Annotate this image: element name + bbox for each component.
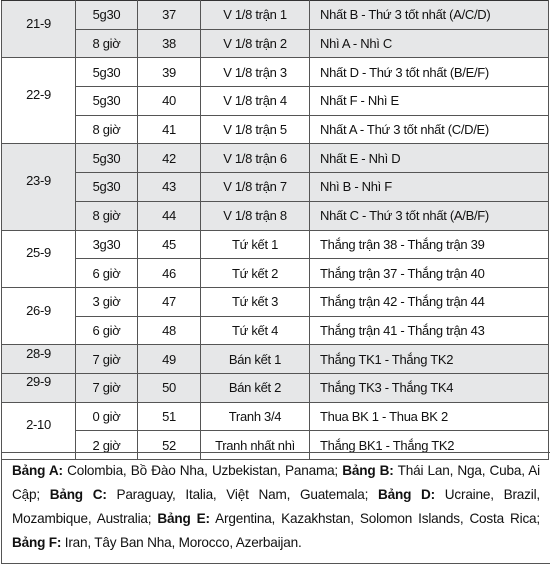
fixture-cell: Nhất C - Thứ 3 tốt nhất (A/B/F): [310, 201, 549, 230]
group-list-box: [1, 452, 550, 564]
group-d-teams: Ucraine, Brazil, Mozambique, Australia;: [12, 487, 540, 526]
round-cell: V 1/8 trận 4: [201, 87, 310, 116]
match-number-cell: 41: [138, 115, 201, 144]
table-row: [2, 345, 549, 374]
round-cell: Tứ kết 4: [201, 316, 310, 345]
match-number-cell: 42: [138, 144, 201, 173]
table-row: [2, 58, 549, 87]
table-row: [2, 201, 549, 230]
match-number-cell: 43: [138, 173, 201, 202]
time-cell: 8 giờ: [76, 29, 138, 58]
round-cell: V 1/8 trận 8: [201, 201, 310, 230]
round-cell: Tứ kết 2: [201, 259, 310, 288]
group-a-label: Bảng A:: [12, 463, 63, 478]
fixture-cell: Nhất F - Nhì E: [310, 87, 549, 116]
match-number-cell: 44: [138, 201, 201, 230]
time-cell: 3 giờ: [76, 287, 138, 316]
round-cell: Tứ kết 1: [201, 230, 310, 259]
time-cell: 8 giờ: [76, 201, 138, 230]
table-row: [2, 144, 549, 173]
fixture-cell: Nhất A - Thứ 3 tốt nhất (C/D/E): [310, 115, 549, 144]
fixture-cell: Nhì B - Nhì F: [310, 173, 549, 202]
round-cell: Bán kết 1: [201, 345, 310, 374]
table-row: [2, 402, 549, 431]
group-d-label: Bảng D:: [378, 487, 435, 502]
date-cell: 28-9: [2, 345, 76, 374]
schedule-table: [1, 0, 549, 460]
round-cell: V 1/8 trận 7: [201, 173, 310, 202]
match-number-cell: 46: [138, 259, 201, 288]
match-number-cell: 49: [138, 345, 201, 374]
table-row: [2, 259, 549, 288]
time-cell: 7 giờ: [76, 373, 138, 402]
round-cell: V 1/8 trận 6: [201, 144, 310, 173]
fixture-cell: Thắng BK1 - Thắng TK2: [310, 431, 549, 460]
fixture-cell: Nhất E - Nhì D: [310, 144, 549, 173]
table-row: [2, 373, 549, 402]
match-number-cell: 40: [138, 87, 201, 116]
fixture-cell: Thắng TK3 - Thắng TK4: [310, 373, 549, 402]
group-e-label: Bảng E:: [157, 511, 210, 526]
table-row: [2, 29, 549, 58]
round-cell: V 1/8 trận 3: [201, 58, 310, 87]
time-cell: 0 giờ: [76, 402, 138, 431]
round-cell: Tứ kết 3: [201, 287, 310, 316]
match-number-cell: 51: [138, 402, 201, 431]
group-c-teams: Paraguay, Italia, Việt Nam, Guatemala;: [106, 487, 379, 502]
time-cell: 6 giờ: [76, 259, 138, 288]
time-cell: 5g30: [76, 1, 138, 30]
time-cell: 5g30: [76, 173, 138, 202]
match-number-cell: 37: [138, 1, 201, 30]
date-cell: 21-9: [2, 1, 76, 58]
match-number-cell: 38: [138, 29, 201, 58]
match-number-cell: 39: [138, 58, 201, 87]
fixture-cell: Nhất B - Thứ 3 tốt nhất (A/C/D): [310, 1, 549, 30]
match-number-cell: 52: [138, 431, 201, 460]
round-cell: Tranh 3/4: [201, 402, 310, 431]
fixture-cell: Thắng trận 37 - Thắng trận 40: [310, 259, 549, 288]
table-row: [2, 316, 549, 345]
round-cell: Tranh nhất nhì: [201, 431, 310, 460]
fixture-cell: Thắng TK1 - Thắng TK2: [310, 345, 549, 374]
round-cell: V 1/8 trận 1: [201, 1, 310, 30]
group-e-teams: Argentina, Kazakhstan, Solomon Islands, Costa Rica;: [209, 511, 540, 526]
round-cell: V 1/8 trận 2: [201, 29, 310, 58]
match-number-cell: 45: [138, 230, 201, 259]
time-cell: 5g30: [76, 87, 138, 116]
match-number-cell: 50: [138, 373, 201, 402]
group-f-label: Bảng F:: [12, 535, 62, 550]
table-row: [2, 1, 549, 30]
fixture-cell: Thắng trận 41 - Thắng trận 43: [310, 316, 549, 345]
fixture-cell: Nhất D - Thứ 3 tốt nhất (B/E/F): [310, 58, 549, 87]
date-cell: 29-9: [2, 373, 76, 402]
time-cell: 8 giờ: [76, 115, 138, 144]
time-cell: 5g30: [76, 58, 138, 87]
date-cell: 22-9: [2, 58, 76, 144]
round-cell: Bán kết 2: [201, 373, 310, 402]
table-row: [2, 87, 549, 116]
fixture-cell: Thắng trận 38 - Thắng trận 39: [310, 230, 549, 259]
group-f-teams: Iran, Tây Ban Nha, Morocco, Azerbaijan.: [61, 535, 302, 550]
table-row: [2, 230, 549, 259]
match-number-cell: 48: [138, 316, 201, 345]
date-cell: 25-9: [2, 230, 76, 287]
group-c-label: Bảng C:: [49, 487, 107, 502]
table-row: [2, 115, 549, 144]
table-row: [2, 287, 549, 316]
fixture-cell: Thua BK 1 - Thua BK 2: [310, 402, 549, 431]
time-cell: 6 giờ: [76, 316, 138, 345]
match-number-cell: 47: [138, 287, 201, 316]
fixture-cell: Nhì A - Nhì C: [310, 29, 549, 58]
group-b-teams: Thái Lan, Nga, Cuba, Ai Cập;: [12, 463, 540, 502]
time-cell: 3g30: [76, 230, 138, 259]
date-cell: 26-9: [2, 287, 76, 344]
group-a-teams: Colombia, Bồ Đào Nha, Uzbekistan, Panama;: [62, 463, 343, 478]
table-row: [2, 173, 549, 202]
date-cell: 2-10: [2, 402, 76, 459]
time-cell: 7 giờ: [76, 345, 138, 374]
group-b-label: Bảng B:: [342, 463, 394, 478]
fixture-cell: Thắng trận 42 - Thắng trận 44: [310, 287, 549, 316]
round-cell: V 1/8 trận 5: [201, 115, 310, 144]
time-cell: 2 giờ: [76, 431, 138, 460]
date-cell: 23-9: [2, 144, 76, 230]
time-cell: 5g30: [76, 144, 138, 173]
